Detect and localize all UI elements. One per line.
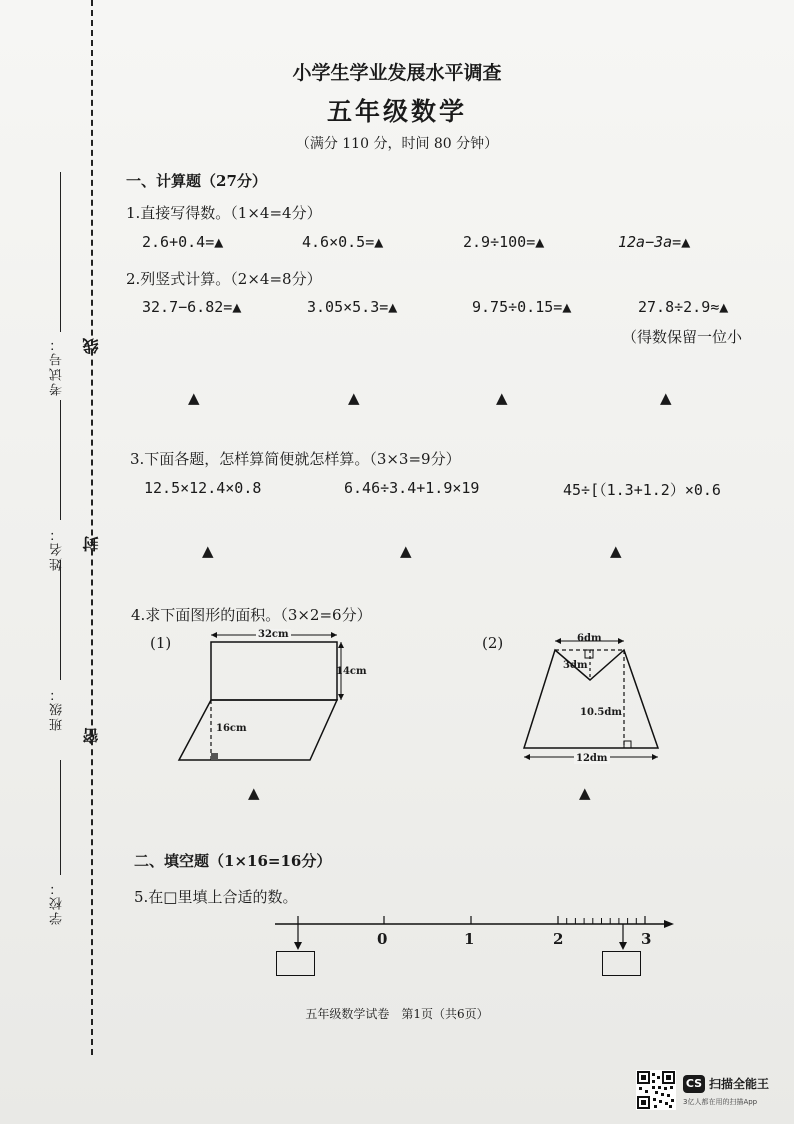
q3-item-3: 45÷[（1.3+1.2）×0.6 (563, 481, 721, 499)
seal-mi: 密 (82, 728, 101, 744)
q1-label: 1.直接写得数。（1×4=4分） (126, 204, 322, 222)
q2-item-4: 27.8÷2.9≈▲ (638, 298, 729, 316)
q3-answer-mark-3: ▲ (610, 542, 622, 560)
binding-dashed-line (91, 0, 93, 1055)
fig1-height: 16cm (216, 723, 247, 734)
q2-item-3: 9.75÷0.15=▲ (472, 298, 572, 316)
q5-label: 5.在□里填上合适的数。 (134, 888, 298, 906)
fig2-base-length: 12dm (576, 753, 608, 764)
camscanner-name: 扫描全能王 (709, 1077, 770, 1091)
name-label: 姓名： (50, 526, 65, 571)
fig2-number: (2) (482, 634, 504, 652)
camscanner-tagline: 3亿人都在用的扫描App (683, 1098, 758, 1106)
fig1-number: (1) (150, 634, 172, 652)
q3-answer-mark-1: ▲ (202, 542, 214, 560)
fig1-top-length: 32cm (258, 629, 289, 640)
q2-answer-mark-4: ▲ (660, 389, 672, 407)
exam-no-rule (60, 172, 61, 332)
fig1-diagram (175, 625, 375, 770)
qr-code-icon (636, 1070, 676, 1110)
q2-label: 2.列竖式计算。（2×4=8分） (126, 270, 322, 288)
answer-box-2[interactable] (602, 951, 641, 976)
q2-answer-mark-3: ▲ (496, 389, 508, 407)
tick-label-1: 1 (464, 930, 475, 948)
q1-item-1: 2.6+0.4=▲ (142, 233, 224, 251)
fig1-answer-mark: ▲ (248, 784, 260, 802)
seal-feng: 封 (82, 536, 101, 552)
q2-item-2: 3.05×5.3=▲ (307, 298, 398, 316)
page-footer: 五年级数学试卷 第1页（共6页） (305, 1007, 489, 1021)
class-rule (60, 560, 61, 680)
fig2-diagram (518, 630, 668, 770)
name-rule (60, 400, 61, 520)
q1-item-2: 4.6×0.5=▲ (302, 233, 384, 251)
fig1-side-length: 14cm (336, 666, 367, 677)
q4-label: 4.求下面图形的面积。（3×2=6分） (131, 606, 372, 624)
school-rule (60, 760, 61, 875)
subject-title: 五年级数学 (326, 97, 467, 126)
exam-no-label: 考试号： (50, 336, 65, 396)
answer-box-1[interactable] (276, 951, 315, 976)
fig2-height: 10.5dm (580, 707, 622, 718)
q2-answer-mark-2: ▲ (348, 389, 360, 407)
q3-item-2: 6.46÷3.4+1.9×19 (344, 479, 480, 497)
seal-xian: 线 (82, 338, 101, 354)
exam-info: （满分 110 分，时间 80 分钟） (295, 136, 499, 152)
class-label: 班级： (50, 686, 65, 731)
section2-heading: 二、填空题（1×16=16分） (134, 852, 332, 870)
q2-item-1: 32.7−6.82=▲ (142, 298, 242, 316)
section1-heading: 一、计算题（27分） (126, 172, 267, 190)
q3-answer-mark-2: ▲ (400, 542, 412, 560)
q3-item-1: 12.5×12.4×0.8 (144, 479, 262, 497)
camscanner-logo-icon: CS (683, 1075, 705, 1093)
fig2-top-length: 6dm (577, 633, 602, 644)
fig2-answer-mark: ▲ (579, 784, 591, 802)
q2-answer-mark-1: ▲ (188, 389, 200, 407)
q1-item-3: 2.9÷100=▲ (463, 233, 545, 251)
q1-item-4: 12a−3a=▲ (618, 233, 691, 251)
tick-label-0: 0 (377, 930, 388, 948)
q2-note: （得数保留一位小 (622, 328, 743, 346)
tick-label-2: 2 (553, 930, 564, 948)
school-label: 学校： (50, 880, 65, 925)
q3-label: 3.下面各题，怎样算简便就怎样算。（3×3=9分） (130, 450, 461, 468)
fig2-notch-depth: 3dm (563, 660, 588, 671)
exam-title: 小学生学业发展水平调查 (292, 62, 502, 84)
tick-label-3: 3 (641, 930, 652, 948)
